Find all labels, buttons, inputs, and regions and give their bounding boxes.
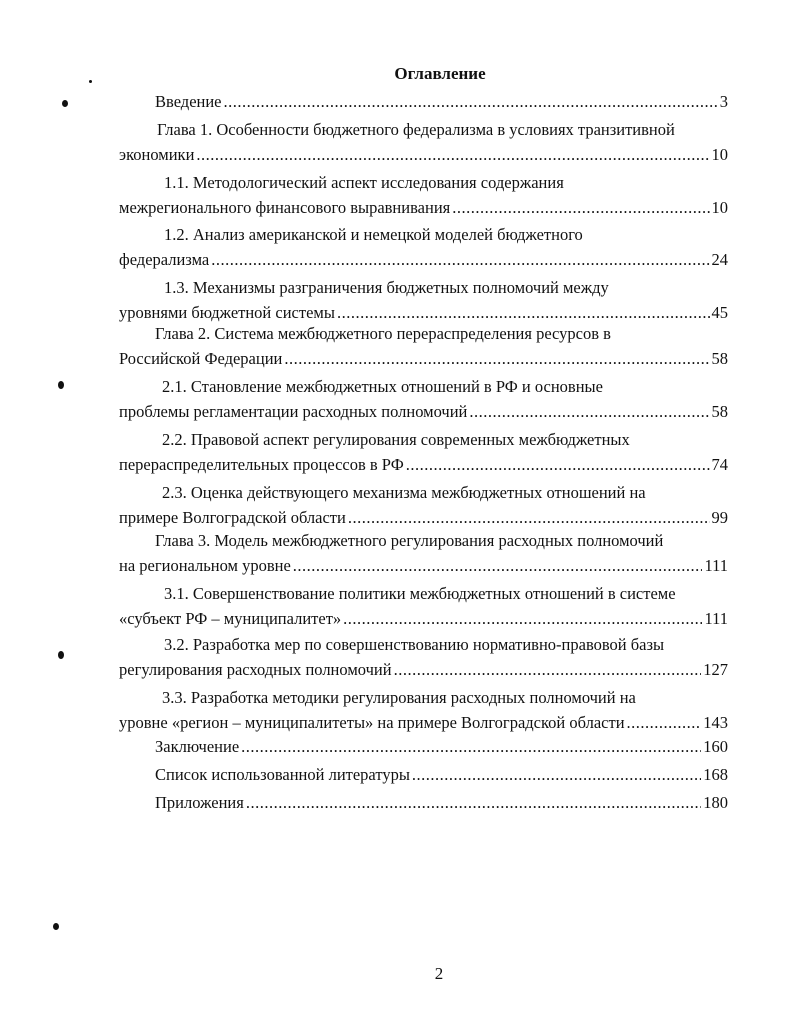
dot-leader <box>343 607 702 632</box>
toc-entry-text: 3.3. Разработка методики регулирования расходных полномочий на <box>162 688 636 707</box>
toc-entry-last-line <box>119 248 728 273</box>
toc-entry-text: экономики <box>119 144 195 164</box>
toc-entry-text: 1.1. Методологический аспект исследования содержания <box>164 173 564 192</box>
toc-entry-last-line <box>119 607 728 632</box>
toc-entry-text: Российской Федерации <box>119 348 283 368</box>
toc-entry-page: 58 <box>711 348 728 368</box>
toc-entry-page: 10 <box>711 197 728 217</box>
toc-entry-text: 2.2. Правовой аспект регулирования современных межбюджетных <box>162 430 630 449</box>
toc-entry-page: 180 <box>703 793 728 812</box>
toc-entry-last-line <box>119 347 728 372</box>
scan-speck <box>58 381 64 389</box>
toc-entry-text: Глава 3. Модель межбюджетного регулирования расходных полномочий <box>155 531 664 550</box>
toc-entry-last-line <box>119 90 728 115</box>
dot-leader <box>293 554 703 579</box>
dot-leader <box>224 90 718 115</box>
toc-entry <box>119 686 728 735</box>
toc-entry-last-line <box>155 763 728 788</box>
toc-entry-text: уровнями бюджетной системы <box>119 302 335 322</box>
toc-entry-line <box>119 686 728 711</box>
toc-entry-text: проблемы регламентации расходных полномочий <box>119 401 468 421</box>
toc-entry-text: примере Волгоградской области <box>119 507 346 527</box>
toc-entry-last-line <box>119 658 728 683</box>
scan-speck <box>62 100 68 107</box>
toc-entry-line <box>119 118 728 143</box>
toc-entry-line <box>119 529 728 554</box>
dot-leader <box>406 453 710 478</box>
toc-entry-page: 127 <box>703 659 728 679</box>
page-number: 2 <box>434 964 444 983</box>
toc-entry-line <box>119 322 728 347</box>
toc-entry-last-line <box>119 143 728 168</box>
toc-entry <box>155 763 728 788</box>
toc-entry-page: 99 <box>711 507 728 527</box>
toc-entry <box>119 375 728 424</box>
toc-heading: Оглавление <box>394 64 486 83</box>
dot-leader <box>452 196 709 221</box>
dot-leader <box>412 763 701 788</box>
toc-entry-text: 1.3. Механизмы разграничения бюджетных полномочий между <box>164 278 609 297</box>
scan-speck <box>89 80 92 83</box>
toc-entry-page: 58 <box>711 401 728 421</box>
toc-entry <box>119 276 728 325</box>
toc-entry <box>119 223 728 272</box>
dot-leader <box>246 791 701 816</box>
toc-entry-last-line <box>119 711 728 736</box>
toc-entry-page: 74 <box>711 454 728 474</box>
toc-entry-page: 3 <box>719 92 728 111</box>
toc-entry-text: Приложения <box>155 793 244 812</box>
toc-entry-page: 143 <box>703 712 728 732</box>
toc-entry-text: «субъект РФ – муниципалитет» <box>119 608 342 628</box>
toc-entry-page: 111 <box>704 608 728 628</box>
scan-speck <box>58 651 64 659</box>
toc-entry-text: 2.3. Оценка действующего механизма межбюджетных отношений на <box>162 483 646 502</box>
toc-entry-text: 3.1. Совершенствование политики межбюджетных отношений в системе <box>164 584 676 603</box>
toc-entry <box>119 582 728 631</box>
toc-entry-text: 3.2. Разработка мер по совершенствованию нормативно-правовой базы <box>164 635 665 654</box>
toc-entry <box>119 171 728 220</box>
dot-leader <box>348 506 710 531</box>
toc-entry-text: перераспределительных процессов в РФ <box>119 454 404 474</box>
toc-entry-last-line <box>155 791 728 816</box>
toc-entry-last-line <box>119 196 728 221</box>
toc-entry-text: 1.2. Анализ американской и немецкой моделей бюджетного <box>164 225 583 244</box>
toc-entry-line <box>119 481 728 506</box>
scan-speck <box>53 923 59 930</box>
toc-entry-line <box>119 633 728 658</box>
dot-leader <box>394 658 702 683</box>
toc-entry-line <box>119 582 728 607</box>
toc-entry-line <box>119 375 728 400</box>
dot-leader <box>196 143 709 168</box>
toc-entry <box>155 735 728 760</box>
toc-entry <box>119 322 728 371</box>
toc-entry-page: 111 <box>704 555 728 575</box>
toc-entry <box>119 633 728 682</box>
toc-entry-line <box>119 276 728 301</box>
toc-entry-last-line <box>119 453 728 478</box>
toc-entry <box>119 118 728 167</box>
toc-entry-text: Заключение <box>155 737 240 756</box>
toc-entry-text: 2.1. Становление межбюджетных отношений в РФ и основные <box>162 377 603 396</box>
toc-entry <box>119 529 728 578</box>
dot-leader <box>241 735 701 760</box>
toc-entry-page: 24 <box>711 249 728 269</box>
dot-leader <box>627 711 702 736</box>
toc-entry-text: федерализма <box>119 249 210 269</box>
toc-entry <box>119 90 728 115</box>
toc-entry-text: межрегионального финансового выравнивания <box>119 197 451 217</box>
toc-entry-line <box>119 171 728 196</box>
toc-entry-text: регулирования расходных полномочий <box>119 659 392 679</box>
toc-entry-line <box>119 223 728 248</box>
toc-entry-page: 168 <box>703 765 728 784</box>
dot-leader <box>211 248 709 273</box>
toc-entry-text: Введение <box>155 92 222 111</box>
toc-entry-last-line <box>119 400 728 425</box>
toc-entry-page: 10 <box>711 144 728 164</box>
toc-entry-last-line <box>119 554 728 579</box>
toc-entry <box>119 481 728 530</box>
toc-entry-line <box>119 428 728 453</box>
toc-entry-text: на региональном уровне <box>119 555 291 575</box>
toc-entry-page: 45 <box>711 302 728 322</box>
toc-entry-last-line <box>155 735 728 760</box>
toc-entry-text: Глава 1. Особенности бюджетного федерализма в условиях транзитивной <box>157 120 675 139</box>
toc-entry-text: Список использованной литературы <box>155 765 410 784</box>
toc-entry-text: уровне «регион – муниципалитеты» на примере Волгоградской области <box>119 712 625 732</box>
toc-entry <box>119 428 728 477</box>
toc-entry-page: 160 <box>703 737 728 756</box>
dot-leader <box>284 347 709 372</box>
toc-entry <box>155 791 728 816</box>
dot-leader <box>469 400 709 425</box>
toc-entry-last-line <box>119 506 728 531</box>
toc-entry-text: Глава 2. Система межбюджетного перераспределения ресурсов в <box>155 324 611 343</box>
